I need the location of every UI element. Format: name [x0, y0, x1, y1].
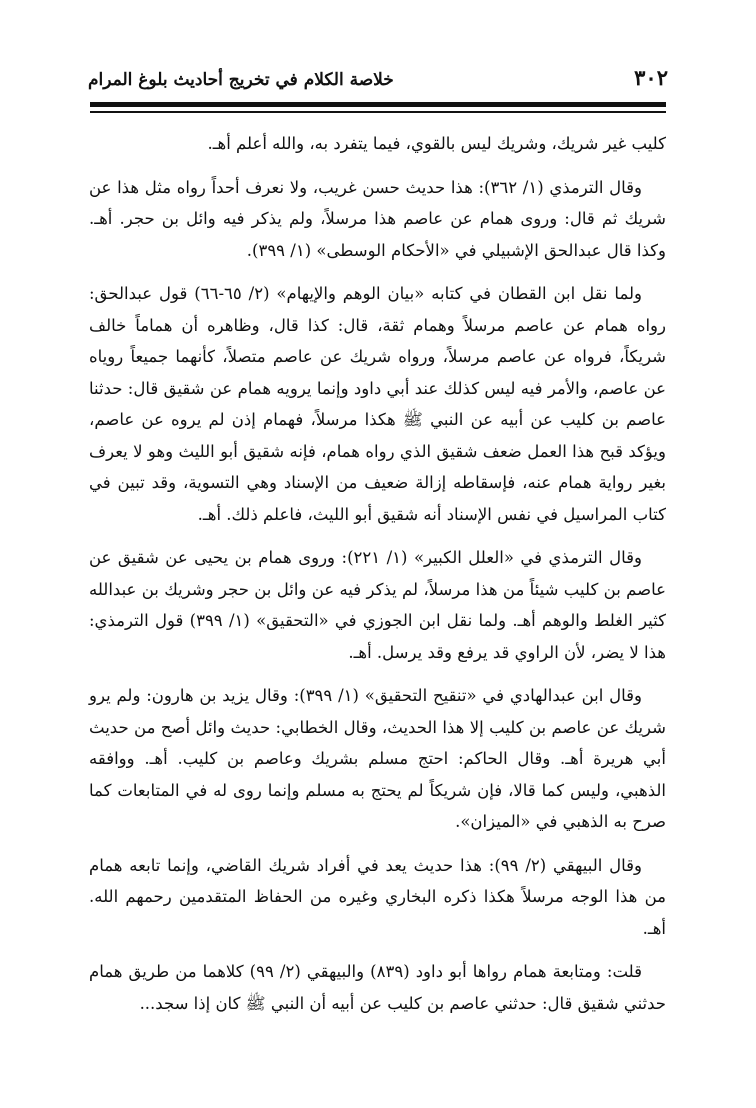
- paragraph-4: وقال الترمذي في «العلل الكبير» (١/ ٢٢١): وروى همام بن يحيى عن شقيق عن عاصم بن كليب شيئاً من هذا مرسلاً، لم يذكر فيه عن وائل بن حجر وشريك بن عبدالله كثير الغلط والوهم أهـ. ولما نقل ابن الجوزي في «التحقيق» (١/ ٣٩٩) قول الترمذي: هذا لا يضر، لأن الراوي قد يرفع وقد يرسل. أهـ.: [89, 548, 666, 662]
- paragraph-6: وقال البيهقي (٢/ ٩٩): هذا حديث يعد في أفراد شريك القاضي، وإنما تابعه همام من هذا الوجه مرسلاً هكذا ذكره البخاري وغيره من الحفاظ المتقدمين رحمهم الله. أهـ.: [89, 855, 666, 938]
- running-header: [88, 62, 668, 90]
- paragraph-2: وقال الترمذي (١/ ٣٦٢): هذا حديث حسن غريب، ولا نعرف أحداً رواه مثل هذا عن شريك ثم قال: وروى همام عن عاصم هذا مرسلاً، ولم يذكر فيه وائل بن حجر. أهـ. وكذا قال عبدالحق الإشبيلي في «الأحكام الوسطى» (١/ ٣٩٩).: [89, 177, 666, 260]
- header-rule-thin: [90, 111, 666, 113]
- paragraph-3: ولما نقل ابن القطان في كتابه «بيان الوهم والإيهام» (٢/ ٦٥-٦٦) قول عبدالحق: رواه همام عن عاصم مرسلاً وهمام ثقة، قال: كذا قال، وظاهره أن هماماً خالف شريكاً، فرواه عن عاصم مرسلاً، ورواه شريك عن عاصم متصلاً، كأنهما جميعاً روياه عن عاصم، والأمر فيه ليس كذلك عند أبي داود وإنما يرويه همام عن شقيق قال: حدثنا عاصم بن كليب عن أبيه عن النبي ﷺ هكذا مرسلاً، فهمام إذن لم يروه عن عاصم، ويؤكد قبح هذا العمل ضعف شقيق الذي رواه همام، فإنه شقيق أبو الليث وهو لا يعرف بغير رواية همام عنه، فإسقاطه إزالة ضعيف من الإسناد وهي التسوية، وقد تبين في كتاب المراسيل في نفس الإسناد أنه شقيق أبو الليث، فاعلم ذلك. أهـ.: [89, 284, 666, 524]
- book-title: خلاصة الكلام في تخريج أحاديث بلوغ المرام: [88, 70, 394, 90]
- paragraph-1: كليب غير شريك، وشريك ليس بالقوي، فيما يتفرد به، والله أعلم أهـ.: [207, 134, 666, 153]
- header-rule-thick: [90, 102, 666, 107]
- paragraph-5: وقال ابن عبدالهادي في «تنقيح التحقيق» (١/ ٣٩٩): وقال يزيد بن هارون: ولم يرو شريك عن عاصم بن كليب إلا هذا الحديث، وقال الخطابي: حديث وائل أصح من حديث أبي هريرة أهـ. وقال الحاكم: احتج مسلم بشريك وعاصم بن كليب. أهـ. ووافقه الذهبي، وليس كما قالا، فإن شريكاً لم يحتج به مسلم وإنما روى له في المتابعات كما صرح به الذهبي في «الميزان».: [89, 686, 666, 831]
- page-number: ٣٠٢: [634, 65, 668, 90]
- paragraph-7: قلت: ومتابعة همام رواها أبو داود (٨٣٩) والبيهقي (٢/ ٩٩) كلاهما من طريق همام حدثني شقيق قال: حدثني عاصم بن كليب عن أبيه أن النبي ﷺ كان إذا سجد...: [89, 962, 666, 1013]
- body-text: [89, 128, 666, 1031]
